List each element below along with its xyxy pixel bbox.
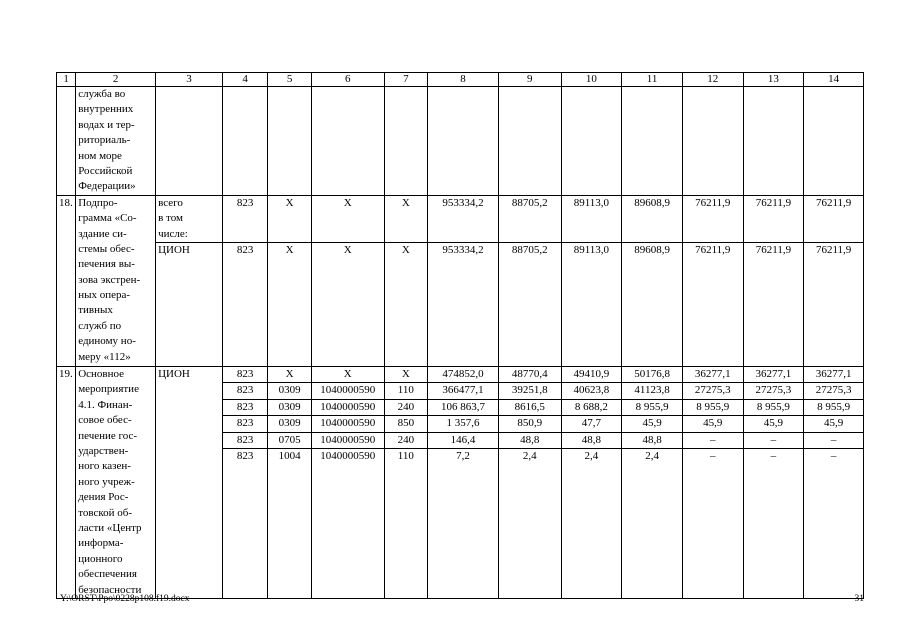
header-cell: 9	[498, 73, 561, 87]
col-c4: 823 823 823 823 823 823	[222, 367, 268, 599]
cell-c9: 88705,2	[498, 195, 561, 242]
activity-name-cell: Основное мероприятие 4.1. Финан- совое обес- печение гос- ударствен- ного казен- ного учреж- дения Рос- товской об- ласти «Центр информа- ционного обеспечения безопасности	[76, 367, 156, 599]
header-cell: 7	[384, 73, 427, 87]
col-c6: X 1040000590 1040000590 1040000590 1040000590 1040000590	[311, 367, 384, 599]
col-c12: 36277,1 27275,3 8 955,9 45,9 – –	[682, 367, 743, 599]
header-cell: 11	[622, 73, 683, 87]
document-path: Y:\ORST\Ppo\0228p108.f19.docx	[60, 594, 190, 604]
cell-c14: 76211,9	[804, 242, 864, 366]
cell-c10: 89113,0	[561, 242, 622, 366]
executor-cell: ЦИОН	[156, 242, 223, 366]
subprogram-name-cell: Подпро- грамма «Со- здание си- стемы обес- печения вы- зова экстрен- ных опера- тивных служб по единому но- меру «112»	[76, 195, 156, 366]
header-cell: 1	[57, 73, 76, 87]
header-cell: 13	[743, 73, 804, 87]
col-c7: X 110 240 850 240 110	[384, 367, 427, 599]
executor-cell: всего в том числе:	[156, 195, 223, 242]
cell-c12: 76211,9	[682, 242, 743, 366]
row-number: 18.	[57, 195, 76, 366]
col-c13: 36277,1 27275,3 8 955,9 45,9 – –	[743, 367, 804, 599]
cell-c12: 76211,9	[682, 195, 743, 242]
cell-c6: X	[311, 242, 384, 366]
col-c9: 48770,4 39251,8 8616,5 850,9 48,8 2,4	[498, 367, 561, 599]
cell-c5: X	[268, 195, 311, 242]
cell-c9: 88705,2	[498, 242, 561, 366]
col-c5: X 0309 0309 0309 0705 1004	[268, 367, 311, 599]
row-number: 19.	[57, 367, 76, 599]
header-cell: 5	[268, 73, 311, 87]
cell-c11: 89608,9	[622, 242, 683, 366]
header-cell: 8	[428, 73, 499, 87]
table-row-18-total	[57, 195, 864, 242]
header-cell: 6	[311, 73, 384, 87]
cell-c14: 76211,9	[804, 195, 864, 242]
cell-c7: X	[384, 242, 427, 366]
cell-c7: X	[384, 195, 427, 242]
header-cell: 12	[682, 73, 743, 87]
cell-c4: 823	[222, 195, 268, 242]
cell-c5: X	[268, 242, 311, 366]
cell-c11: 89608,9	[622, 195, 683, 242]
header-row	[57, 73, 864, 87]
table-row-continuation	[57, 87, 864, 196]
header-cell: 3	[156, 73, 223, 87]
cell-c13: 76211,9	[743, 242, 804, 366]
col-c14: 36277,1 27275,3 8 955,9 45,9 – –	[804, 367, 864, 599]
cell-c8: 953334,2	[428, 195, 499, 242]
cell-c6: X	[311, 195, 384, 242]
col-c11: 50176,8 41123,8 8 955,9 45,9 48,8 2,4	[622, 367, 683, 599]
header-cell: 10	[561, 73, 622, 87]
cell-c8: 953334,2	[428, 242, 499, 366]
page-number: 31	[854, 594, 864, 604]
header-cell: 14	[804, 73, 864, 87]
cell-c10: 89113,0	[561, 195, 622, 242]
executor-cell: ЦИОН	[156, 367, 223, 599]
header-cell: 2	[76, 73, 156, 87]
col-c8: 474852,0 366477,1 106 863,7 1 357,6 146,4 7,2	[428, 367, 499, 599]
col-c10: 49410,9 40623,8 8 688,2 47,7 48,8 2,4	[561, 367, 622, 599]
header-cell: 4	[222, 73, 268, 87]
budget-table	[56, 72, 864, 599]
cell-c13: 76211,9	[743, 195, 804, 242]
continuation-name-cell: служба во внутренних водах и тер- риториаль- ном море Российской Федерации»	[76, 87, 156, 196]
table-row-18-cion	[57, 242, 864, 366]
cell-c4: 823	[222, 242, 268, 366]
table-row-19	[57, 367, 864, 599]
